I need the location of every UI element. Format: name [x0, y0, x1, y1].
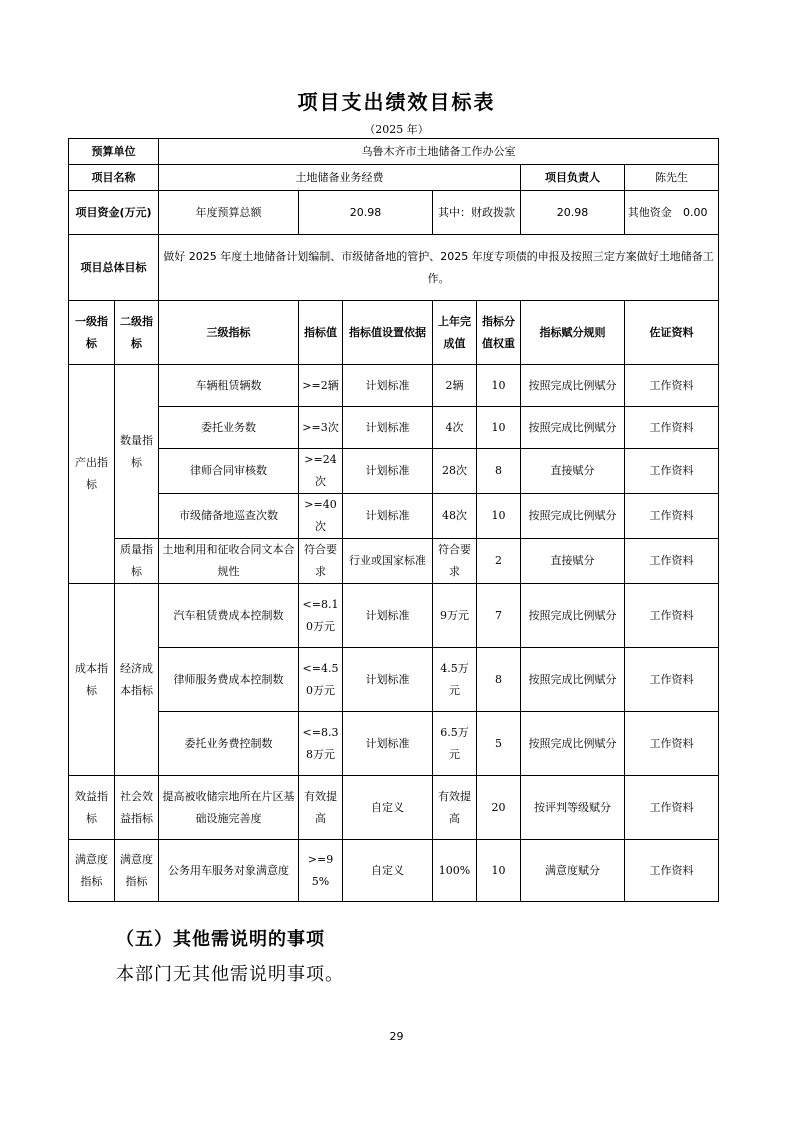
indicator-value: >=2辆 — [299, 365, 343, 407]
indicator-value: <=8.10万元 — [299, 584, 343, 648]
table-row — [69, 776, 719, 840]
table-row — [69, 584, 719, 648]
leader-label: 项目负责人 — [521, 165, 625, 191]
indicator-evidence: 工作资料 — [625, 584, 719, 648]
indicator-value: >=3次 — [299, 407, 343, 449]
unit-value: 乌鲁木齐市土地储备工作办公室 — [159, 139, 719, 165]
indicator-basis: 计划标准 — [343, 584, 433, 648]
col-weight: 指标分值权重 — [477, 301, 521, 365]
indicator-last: 9万元 — [433, 584, 477, 648]
row-goal — [69, 235, 719, 301]
other-funds-cell — [625, 191, 719, 235]
indicator-name: 市级储备地巡查次数 — [159, 494, 299, 539]
indicator-name: 土地利用和征收合同文本合规性 — [159, 539, 299, 584]
table-row — [69, 648, 719, 712]
indicator-rule: 按照完成比例赋分 — [521, 494, 625, 539]
indicator-last: 4.5万元 — [433, 648, 477, 712]
indicator-basis: 计划标准 — [343, 494, 433, 539]
indicator-value: 有效提高 — [299, 776, 343, 840]
col-level1: 一级指标 — [69, 301, 115, 365]
indicator-basis: 计划标准 — [343, 712, 433, 776]
indicator-basis: 计划标准 — [343, 365, 433, 407]
performance-table — [68, 138, 719, 902]
other-value: 0.00 — [683, 205, 708, 219]
table-row — [69, 840, 719, 902]
indicator-evidence: 工作资料 — [625, 648, 719, 712]
fiscal-value: 20.98 — [521, 191, 625, 235]
indicator-value: >=24次 — [299, 449, 343, 494]
col-rule: 指标赋分规则 — [521, 301, 625, 365]
indicator-rule: 按照完成比例赋分 — [521, 712, 625, 776]
indicator-last: 符合要求 — [433, 539, 477, 584]
annual-label: 年度预算总额 — [159, 191, 299, 235]
group-satisfaction: 满意度指标 — [69, 840, 115, 902]
indicator-evidence: 工作资料 — [625, 840, 719, 902]
indicator-name: 律师合同审核数 — [159, 449, 299, 494]
indicator-rule: 按照完成比例赋分 — [521, 365, 625, 407]
indicator-evidence: 工作资料 — [625, 712, 719, 776]
indicator-last: 有效提高 — [433, 776, 477, 840]
group-satisfaction-sub: 满意度指标 — [115, 840, 159, 902]
indicator-weight: 10 — [477, 840, 521, 902]
indicator-name: 委托业务数 — [159, 407, 299, 449]
indicator-rule: 满意度赋分 — [521, 840, 625, 902]
indicator-basis: 自定义 — [343, 776, 433, 840]
col-last-year: 上年完成值 — [433, 301, 477, 365]
table-row — [69, 539, 719, 584]
indicator-last: 2辆 — [433, 365, 477, 407]
indicator-weight: 8 — [477, 449, 521, 494]
indicator-weight: 20 — [477, 776, 521, 840]
indicator-evidence: 工作资料 — [625, 365, 719, 407]
indicator-rule: 直接赋分 — [521, 539, 625, 584]
indicator-name: 车辆租赁辆数 — [159, 365, 299, 407]
indicator-basis: 自定义 — [343, 840, 433, 902]
group-social-benefit: 社会效益指标 — [115, 776, 159, 840]
annual-value: 20.98 — [299, 191, 433, 235]
col-level2: 二级指标 — [115, 301, 159, 365]
indicator-value: >=40次 — [299, 494, 343, 539]
indicator-value: <=8.38万元 — [299, 712, 343, 776]
table-row — [69, 365, 719, 407]
indicator-weight: 2 — [477, 539, 521, 584]
indicator-rule: 直接赋分 — [521, 449, 625, 494]
leader-value: 陈先生 — [625, 165, 719, 191]
indicator-evidence: 工作资料 — [625, 539, 719, 584]
group-benefit: 效益指标 — [69, 776, 115, 840]
indicator-name: 提高被收储宗地所在片区基础设施完善度 — [159, 776, 299, 840]
group-quantity: 数量指标 — [115, 365, 159, 539]
project-value: 土地储备业务经费 — [159, 165, 521, 191]
indicator-name: 汽车租赁费成本控制数 — [159, 584, 299, 648]
table-row — [69, 449, 719, 494]
table-row — [69, 494, 719, 539]
goal-value: 做好 2025 年度土地储备计划编制、市级储备地的管护、2025 年度专项债的申报及按照三定方案做好土地储备工作。 — [159, 235, 719, 301]
unit-label: 预算单位 — [69, 139, 159, 165]
year-label: （2025 年） — [364, 123, 429, 136]
indicator-weight: 5 — [477, 712, 521, 776]
fiscal-label: 其中：财政拨款 — [433, 191, 521, 235]
col-level3: 三级指标 — [159, 301, 299, 365]
col-value: 指标值 — [299, 301, 343, 365]
indicator-basis: 计划标准 — [343, 407, 433, 449]
indicator-evidence: 工作资料 — [625, 494, 719, 539]
funds-label: 项目资金(万元) — [69, 191, 159, 235]
indicator-value: >=95% — [299, 840, 343, 902]
indicator-value: 符合要求 — [299, 539, 343, 584]
indicator-last: 48次 — [433, 494, 477, 539]
column-header-row — [69, 301, 719, 365]
indicator-weight: 10 — [477, 494, 521, 539]
row-project — [69, 165, 719, 191]
col-evidence: 佐证资料 — [625, 301, 719, 365]
row-funds — [69, 191, 719, 235]
indicator-rule: 按照完成比例赋分 — [521, 584, 625, 648]
indicator-value: <=4.50万元 — [299, 648, 343, 712]
indicator-last: 100% — [433, 840, 477, 902]
indicator-evidence: 工作资料 — [625, 776, 719, 840]
group-quality: 质量指标 — [115, 539, 159, 584]
other-label: 其他资金 — [627, 205, 672, 219]
indicator-last: 4次 — [433, 407, 477, 449]
project-label: 项目名称 — [69, 165, 159, 191]
goal-label: 项目总体目标 — [69, 235, 159, 301]
indicator-evidence: 工作资料 — [625, 449, 719, 494]
indicator-weight: 10 — [477, 407, 521, 449]
indicator-weight: 10 — [477, 365, 521, 407]
indicator-weight: 8 — [477, 648, 521, 712]
indicator-name: 公务用车服务对象满意度 — [159, 840, 299, 902]
indicator-weight: 7 — [477, 584, 521, 648]
indicator-basis: 计划标准 — [343, 449, 433, 494]
indicator-name: 委托业务费控制数 — [159, 712, 299, 776]
indicator-name: 律师服务费成本控制数 — [159, 648, 299, 712]
group-output: 产出指标 — [69, 365, 115, 584]
indicator-last: 6.5万元 — [433, 712, 477, 776]
indicator-basis: 计划标准 — [343, 648, 433, 712]
section-title: （五）其他需说明的事项 — [116, 929, 325, 950]
table-row — [69, 712, 719, 776]
row-unit — [69, 139, 719, 165]
indicator-last: 28次 — [433, 449, 477, 494]
section-text: 本部门无其他需说明事项。 — [116, 964, 344, 985]
page-title: 项目支出绩效目标表 — [297, 90, 496, 114]
indicator-rule: 按评判等级赋分 — [521, 776, 625, 840]
group-economic-cost: 经济成本指标 — [115, 584, 159, 776]
table-row — [69, 407, 719, 449]
indicator-evidence: 工作资料 — [625, 407, 719, 449]
col-basis: 指标值设置依据 — [343, 301, 433, 365]
page-number: 29 — [389, 1030, 404, 1043]
indicator-rule: 按照完成比例赋分 — [521, 407, 625, 449]
indicator-rule: 按照完成比例赋分 — [521, 648, 625, 712]
group-cost: 成本指标 — [69, 584, 115, 776]
indicator-basis: 行业或国家标准 — [343, 539, 433, 584]
